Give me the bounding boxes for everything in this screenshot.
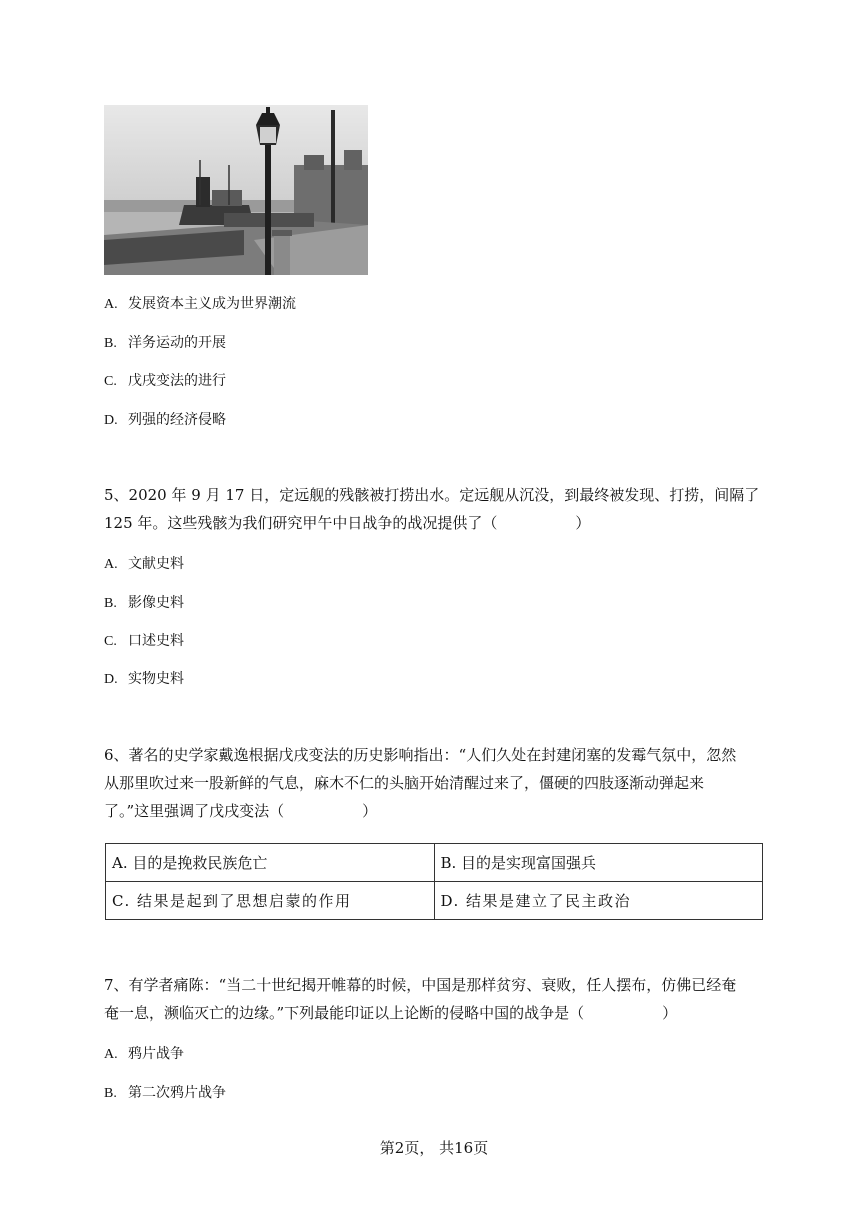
option-a bbox=[104, 295, 296, 314]
option-text: 鸦片战争 bbox=[128, 1046, 184, 1062]
close-paren: ） bbox=[362, 802, 378, 820]
question-7-text: 奄一息，濒临灭亡的边缘。”下列最能印证以上论断的侵略中国的战争是（ bbox=[104, 1004, 585, 1022]
harbor-photo bbox=[104, 105, 368, 275]
question-6-line-1: 6、著名的史学家戴逸根据戊戌变法的历史影响指出：“人们久处在封建闭塞的发霉气氛中，忽然 bbox=[104, 746, 737, 764]
option-text: 第二次鸦片战争 bbox=[128, 1085, 226, 1101]
page-footer: 第2页， 共16页 bbox=[379, 1139, 489, 1157]
option-c bbox=[104, 372, 226, 391]
question-5-line-1: 5、2020 年 9 月 17 日，定远舰的残骸被打捞出水。定远舰从沉没，到最终被发现、打捞，间隔了 bbox=[104, 486, 760, 504]
option-text: 口述史料 bbox=[128, 633, 184, 649]
question-6 bbox=[104, 741, 764, 825]
question-6-text: 了。”这里强调了戊戌变法（ bbox=[104, 802, 285, 820]
q5-option-b bbox=[104, 594, 184, 613]
option-letter: D. bbox=[104, 672, 118, 687]
close-paren: ） bbox=[662, 1004, 678, 1022]
option-text: 列强的经济侵略 bbox=[128, 412, 226, 428]
question-6-line-2: 从那里吹过来一股新鲜的气息，麻木不仁的头脑开始清醒过来了，僵硬的四肢逐渐动弹起来 bbox=[104, 774, 705, 792]
choice-a: A. 目的是挽救民族危亡 bbox=[106, 844, 435, 882]
question-7-line-2 bbox=[104, 999, 764, 1027]
choice-c: C. 结果是起到了思想启蒙的作用 bbox=[106, 882, 435, 920]
question-7-line-1: 7、有学者痛陈：“当二十世纪揭开帷幕的时候，中国是那样贫穷、衰败，任人摆布，仿佛已经奄 bbox=[104, 976, 737, 994]
choice-table bbox=[105, 843, 763, 920]
table-row bbox=[106, 882, 763, 920]
option-text: 洋务运动的开展 bbox=[128, 335, 226, 351]
option-text: 文献史料 bbox=[128, 556, 184, 572]
option-text: 影像史料 bbox=[128, 595, 184, 611]
question-5-line-2 bbox=[104, 509, 764, 537]
choice-d: D. 结果是建立了民主政治 bbox=[434, 882, 763, 920]
close-paren: ） bbox=[575, 514, 591, 532]
option-letter: C. bbox=[104, 374, 117, 389]
option-letter: A. bbox=[104, 297, 118, 312]
option-letter: B. bbox=[104, 1086, 117, 1101]
q7-option-b bbox=[104, 1084, 226, 1103]
choice-b: B. 目的是实现富国强兵 bbox=[434, 844, 763, 882]
option-text: 实物史料 bbox=[128, 671, 184, 687]
table-row bbox=[106, 844, 763, 882]
question-5-text: 125 年。这些残骸为我们研究甲午中日战争的战况提供了（ bbox=[104, 514, 498, 532]
option-letter: A. bbox=[104, 1047, 118, 1062]
question-5 bbox=[104, 481, 764, 537]
question-6-line-3 bbox=[104, 797, 764, 825]
option-letter: B. bbox=[104, 336, 117, 351]
option-d bbox=[104, 411, 226, 430]
option-text: 戊戌变法的进行 bbox=[128, 373, 226, 389]
q5-option-a bbox=[104, 555, 184, 574]
q5-option-c bbox=[104, 632, 184, 651]
q5-option-d bbox=[104, 670, 184, 689]
q7-option-a bbox=[104, 1045, 184, 1064]
option-letter: B. bbox=[104, 596, 117, 611]
option-letter: A. bbox=[104, 557, 118, 572]
option-letter: C. bbox=[104, 634, 117, 649]
option-b bbox=[104, 334, 226, 353]
harbor-photo-graphic bbox=[104, 105, 368, 275]
question-7 bbox=[104, 971, 764, 1027]
option-letter: D. bbox=[104, 413, 118, 428]
option-text: 发展资本主义成为世界潮流 bbox=[128, 296, 296, 312]
